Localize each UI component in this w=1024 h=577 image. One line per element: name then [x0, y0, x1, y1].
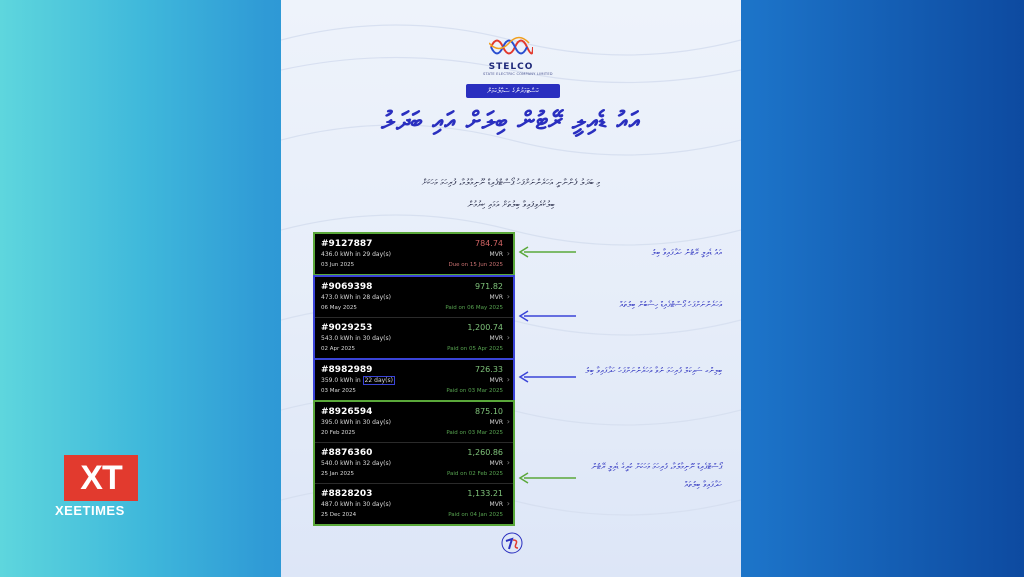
- bill-status: Paid on 03 Mar 2025: [446, 430, 503, 436]
- logo-subtitle: STATE ELECTRIC COMPANY LIMITED: [483, 72, 553, 76]
- bill-date: 20 Feb 2025: [321, 430, 356, 436]
- bill-currency: MVR: [489, 501, 503, 508]
- note-previous-rate-bills: ޕޯސްޓްޕެއިޑް ނޫނިމާލުމާ، ފުރިހަމަ މަހަކަށް ކުރީގެ ޑެއިލީ ރޭޓުން ހަދާފައިވާ ބިލުތައް: [591, 462, 722, 489]
- bill-date: 25 Jan 2025: [321, 471, 354, 477]
- bill-row[interactable]: [315, 484, 513, 524]
- bill-currency: MVR: [489, 377, 503, 384]
- arrow-left-icon: [518, 371, 578, 383]
- xeetimes-logo: [64, 455, 138, 501]
- bill-usage: [321, 377, 395, 384]
- customer-tag: ކަސްޓަމަރުންގެ ސަމާލުކަމަށް: [466, 84, 560, 98]
- note-new-rate-bill: އައު ޑެއިލީ ރޭޓުން ހަދާފައިވާ ބިލު: [651, 248, 722, 257]
- bill-number: #9127887: [321, 239, 373, 249]
- bill-currency: MVR: [489, 251, 503, 258]
- anniversary-badge-icon: [500, 531, 524, 557]
- bill-days-highlight: 22 day(s): [364, 377, 393, 384]
- arrow-left-icon: [518, 246, 578, 258]
- chevron-right-icon: ›: [506, 499, 510, 508]
- bill-status: Due on 15 Jun 2025: [448, 262, 503, 268]
- bill-number: #8876360: [321, 448, 373, 458]
- bill-currency: MVR: [489, 419, 503, 426]
- bill-status: Paid on 05 Apr 2025: [447, 346, 503, 352]
- arrow-left-icon: [518, 310, 578, 322]
- bill-row[interactable]: [315, 360, 513, 400]
- chevron-right-icon: ›: [506, 458, 510, 467]
- bill-usage: 473.0 kWh in 28 day(s): [321, 294, 391, 301]
- bill-number: #9069398: [321, 282, 373, 292]
- chevron-right-icon: ›: [506, 292, 510, 301]
- bill-usage: 436.0 kWh in 29 day(s): [321, 251, 391, 258]
- bill-date: 02 Apr 2025: [321, 346, 356, 352]
- bill-status: Paid on 04 Jan 2025: [448, 512, 503, 518]
- bill-amount: 971.82: [475, 282, 503, 291]
- note-full-month-bills: އަހަރެންނަށްފަހު ޕޯސްޓްޕެއިޑް ހިސާބުން ބިލުތައް: [619, 300, 722, 309]
- bill-row[interactable]: [315, 443, 513, 484]
- bill-amount: 784.74: [475, 239, 503, 248]
- bill-currency: MVR: [489, 294, 503, 301]
- chevron-right-icon: ›: [506, 417, 510, 426]
- bill-number: #9029253: [321, 323, 373, 333]
- chevron-right-icon: ›: [506, 333, 510, 342]
- bill-amount: 1,133.21: [467, 489, 503, 498]
- bill-currency: MVR: [489, 335, 503, 342]
- bill-amount: 1,200.74: [467, 323, 503, 332]
- chevron-right-icon: ›: [506, 375, 510, 384]
- bill-usage: 395.0 kWh in 30 day(s): [321, 419, 391, 426]
- bill-group-full-month: [313, 275, 515, 360]
- bill-date: 25 Dec 2024: [321, 512, 357, 518]
- bill-amount: 726.33: [475, 365, 503, 374]
- bill-row[interactable]: [315, 402, 513, 443]
- bill-number: #8828203: [321, 489, 373, 499]
- bill-date: 06 May 2025: [321, 305, 357, 311]
- bill-row[interactable]: [315, 234, 513, 274]
- bill-amount: 1,260.86: [467, 448, 503, 457]
- bill-group-current: [313, 232, 515, 276]
- bill-group-previous-rate: [313, 400, 515, 526]
- anniversary-badge: [500, 531, 524, 557]
- bill-currency: MVR: [489, 460, 503, 467]
- bill-status: Paid on 06 May 2025: [445, 305, 503, 311]
- bill-amount: 875.10: [475, 407, 503, 416]
- bill-row[interactable]: [315, 277, 513, 318]
- arrow-left-icon: [518, 472, 578, 484]
- poster-subtitle-line1: މި ބަދަލު ފެންނާނީ އަހަރެންނަށްފަހު ޕޯސްޓްޕެއިޑް ނޫނިމާލުމާ، ފުރިހަމަ މަހަކަށް: [421, 178, 601, 188]
- note-partial-cycle-bill: ބިލިންގ ސައިކަލް ފުރިހަމަ ނުވާ އަހަރެންނަށްފަހު ހަދާފައިވާ ބިލު: [585, 366, 722, 375]
- poster-headline: އައު ޑެއިލީ ރޭޓުން ބިލަށް އައި ބަދަލު: [381, 106, 641, 135]
- xeetimes-name: XEETIMES: [55, 503, 125, 518]
- chevron-right-icon: ›: [506, 249, 510, 258]
- bill-number: #8982989: [321, 365, 373, 375]
- bill-group-partial-cycle: [313, 358, 515, 402]
- bill-usage: 543.0 kWh in 30 day(s): [321, 335, 391, 342]
- logo-name: STELCO: [488, 62, 534, 72]
- stelco-wave-icon: [489, 34, 533, 60]
- bill-usage: 540.0 kWh in 32 day(s): [321, 460, 391, 467]
- bill-usage-prefix: 359.0 kWh in: [321, 377, 361, 384]
- bill-row[interactable]: [315, 318, 513, 358]
- bill-usage: 487.0 kWh in 30 day(s): [321, 501, 391, 508]
- bill-date: 03 Jun 2025: [321, 262, 355, 268]
- bill-status: Paid on 03 Mar 2025: [446, 388, 503, 394]
- bill-date: 03 Mar 2025: [321, 388, 356, 394]
- stelco-logo: [483, 34, 553, 76]
- bill-number: #8926594: [321, 407, 373, 417]
- bill-status: Paid on 02 Feb 2025: [446, 471, 503, 477]
- poster-subtitle-line2: ބިލުކުރެވިފައިވާ ބިލުތަށް އަޅައި ކިޔުމުން: [467, 200, 555, 210]
- xeetimes-logo-text: XT: [80, 459, 122, 497]
